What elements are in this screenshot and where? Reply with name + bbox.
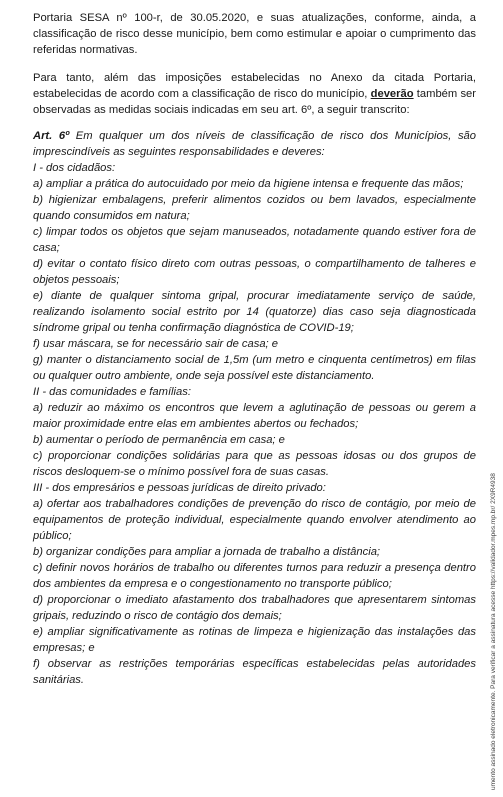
list-item: f) usar máscara, se for necessário sair de casa; e: [33, 338, 278, 350]
second-paragraph-emphasis: deverão: [370, 88, 414, 100]
list-item: d) evitar o contato físico direto com outras pessoas, o compartilhamento de talheres e objetos pessoais;: [33, 258, 476, 286]
document-page: [33, 0, 476, 688]
list-item: a) reduzir ao máximo os encontros que levem a aglutinação de pessoas ou gerem a maior proximidade entre elas em ambientes abertos ou fechados;: [33, 402, 476, 430]
article-quote: [33, 128, 476, 688]
article-caput: [33, 128, 476, 160]
second-paragraph-before: Para tanto, além das imposições estabelecidas no Anexo da citada Portaria, estabelecidas de acordo com a classificação de risco do município,: [33, 72, 476, 100]
list-item: c) definir novos horários de trabalho ou diferentes turnos para reduzir a presença dentro dos ambientes da empresa e o congestionamento no transporte público;: [33, 562, 476, 590]
list-item: b) aumentar o período de permanência em casa; e: [33, 434, 285, 446]
article-caput-text: Em qualquer um dos níveis de classificação de risco dos Municípios, são imprescindíveis as seguintes responsabilidades e deveres:: [33, 130, 476, 158]
list-item: a) ofertar aos trabalhadores condições de prevenção do risco de contágio, por meio de equipamentos de proteção individual, especialmente quando envolver atendimento ao público;: [33, 498, 476, 542]
intro-paragraph: Portaria SESA nº 100-r, de 30.05.2020, e suas atualizações, conforme, ainda, a classificação de risco desse município, bem como estimular e apoiar o cumprimento das referidas normativas.: [33, 12, 476, 56]
list-item: d) proporcionar o imediato afastamento dos trabalhadores que apresentarem sintomas gripais, reduzindo o risco de contágio dos demais;: [33, 594, 476, 622]
section-heading: III - dos empresários e pessoas jurídicas de direito privado:: [33, 482, 326, 494]
list-item: c) limpar todos os objetos que sejam manuseados, notadamente quando estiver fora de casa;: [33, 226, 476, 254]
section-heading: I - dos cidadãos:: [33, 162, 116, 174]
list-item: g) manter o distanciamento social de 1,5m (um metro e cinquenta centímetros) em filas ou qualquer outro ambiente, onde seja possível este distanciamento.: [33, 354, 476, 382]
list-item: c) proporcionar condições solidárias para que as pessoas idosas ou dos grupos de riscos desloquem-se o mínimo possível fora de suas casas.: [33, 450, 476, 478]
section-heading: II - das comunidades e famílias:: [33, 386, 191, 398]
list-item: b) higienizar embalagens, preferir alimentos cozidos ou bem lavados, especialmente quando consumidos em natura;: [33, 194, 476, 222]
signature-verification-note: umento assinado eletronicamente. Para verificar a assinatura acesse https://validador.mpes.mp.br/ 2X9R4938: [490, 473, 497, 790]
list-item: e) diante de qualquer sintoma gripal, procurar imediatamente serviço de saúde, realizando isolamento social estrito por 14 (quatorze) dias caso seja diagnosticada síndrome gripal ou tenha confirmação diagnóstica de COVID-19;: [33, 290, 476, 334]
article-label: Art. 6º: [33, 130, 70, 142]
list-item: b) organizar condições para ampliar a jornada de trabalho a distância;: [33, 546, 381, 558]
list-item: f) observar as restrições temporárias específicas estabelecidas pelas autoridades sanitárias.: [33, 658, 476, 686]
list-item: e) ampliar significativamente as rotinas de limpeza e higienização das instalações das empresas; e: [33, 626, 476, 654]
list-item: a) ampliar a prática do autocuidado por meio da higiene intensa e frequente das mãos;: [33, 178, 464, 190]
second-paragraph-after: também ser observadas as medidas sociais indicadas em seu art. 6º, a seguir transcrito:: [33, 88, 476, 116]
second-paragraph: [33, 70, 476, 118]
